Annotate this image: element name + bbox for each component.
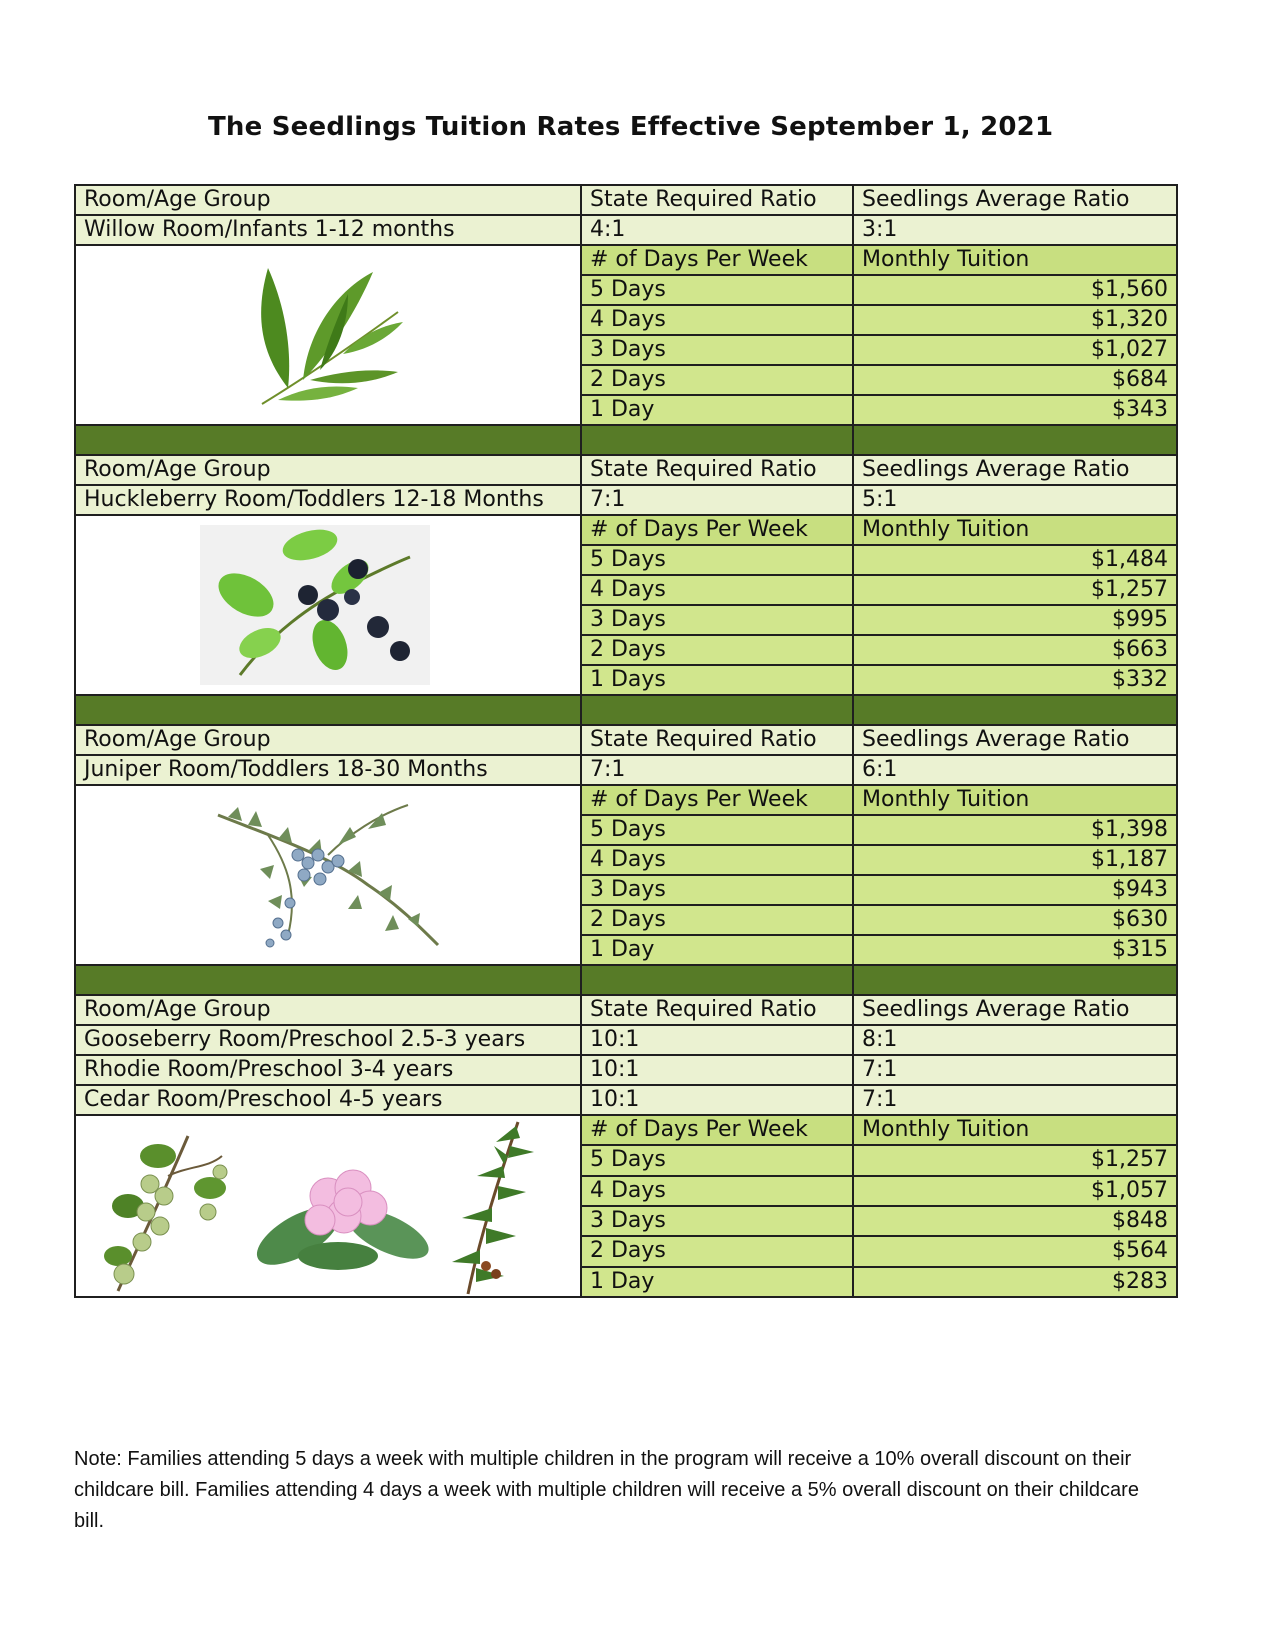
header-row — [75, 725, 1177, 755]
days-per-week-header: # of Days Per Week — [581, 515, 853, 545]
willow-image-cell — [75, 245, 581, 425]
tuition-cell: $848 — [853, 1206, 1177, 1236]
days-cell: 4 Days — [581, 845, 853, 875]
state-ratio: 7:1 — [581, 485, 853, 515]
rates-header-row — [75, 245, 1177, 275]
state-ratio: 10:1 — [581, 1055, 853, 1085]
seedlings-ratio: 7:1 — [853, 1055, 1177, 1085]
room-row — [75, 1085, 1177, 1115]
tuition-cell: $315 — [853, 935, 1177, 965]
gooseberry-icon — [104, 1136, 227, 1291]
section-divider — [75, 965, 1177, 995]
state-ratio: 4:1 — [581, 215, 853, 245]
header-row — [75, 995, 1177, 1025]
room-row — [75, 755, 1177, 785]
days-cell: 2 Days — [581, 365, 853, 395]
days-cell: 1 Day — [581, 935, 853, 965]
state-ratio-header: State Required Ratio — [581, 995, 853, 1025]
seedlings-ratio: 8:1 — [853, 1025, 1177, 1055]
days-cell: 5 Days — [581, 815, 853, 845]
days-cell: 1 Day — [581, 1267, 853, 1297]
days-cell: 3 Days — [581, 875, 853, 905]
state-ratio: 10:1 — [581, 1025, 853, 1055]
days-cell: 4 Days — [581, 305, 853, 335]
days-cell: 1 Days — [581, 665, 853, 695]
tuition-cell: $1,560 — [853, 275, 1177, 305]
days-cell: 1 Day — [581, 395, 853, 425]
days-cell: 4 Days — [581, 1176, 853, 1206]
days-cell: 5 Days — [581, 275, 853, 305]
days-cell: 3 Days — [581, 605, 853, 635]
tuition-cell: $630 — [853, 905, 1177, 935]
seedlings-ratio: 3:1 — [853, 215, 1177, 245]
tuition-cell: $684 — [853, 365, 1177, 395]
juniper-image-cell — [75, 785, 581, 965]
tuition-cell: $1,257 — [853, 575, 1177, 605]
tuition-cell: $995 — [853, 605, 1177, 635]
willow-leaves-icon — [248, 260, 408, 410]
tuition-cell: $343 — [853, 395, 1177, 425]
state-ratio-header: State Required Ratio — [581, 185, 853, 215]
tuition-cell: $1,027 — [853, 335, 1177, 365]
room-row — [75, 215, 1177, 245]
room-name: Gooseberry Room/Preschool 2.5-3 years — [75, 1025, 581, 1055]
seedlings-ratio-header: Seedlings Average Ratio — [853, 185, 1177, 215]
room-name: Cedar Room/Preschool 4-5 years — [75, 1085, 581, 1115]
days-per-week-header: # of Days Per Week — [581, 1115, 853, 1145]
monthly-tuition-header: Monthly Tuition — [853, 1115, 1177, 1145]
huckleberry-image-cell — [75, 515, 581, 695]
rates-header-row — [75, 1115, 1177, 1145]
tuition-cell: $943 — [853, 875, 1177, 905]
days-cell: 5 Days — [581, 1145, 853, 1175]
state-ratio-header: State Required Ratio — [581, 725, 853, 755]
room-row — [75, 1025, 1177, 1055]
seedlings-ratio: 7:1 — [853, 1085, 1177, 1115]
room-name: Huckleberry Room/Toddlers 12-18 Months — [75, 485, 581, 515]
juniper-sprig-icon — [208, 795, 448, 955]
seedlings-ratio: 5:1 — [853, 485, 1177, 515]
section-divider — [75, 695, 1177, 725]
tuition-cell: $663 — [853, 635, 1177, 665]
days-cell: 4 Days — [581, 575, 853, 605]
gooseberry-rhododendron-cedar-icon — [98, 1116, 558, 1296]
room-name: Juniper Room/Toddlers 18-30 Months — [75, 755, 581, 785]
days-cell: 2 Days — [581, 905, 853, 935]
monthly-tuition-header: Monthly Tuition — [853, 515, 1177, 545]
tuition-cell: $1,484 — [853, 545, 1177, 575]
days-cell: 2 Days — [581, 1236, 853, 1266]
days-per-week-header: # of Days Per Week — [581, 785, 853, 815]
room-row — [75, 485, 1177, 515]
days-cell: 3 Days — [581, 1206, 853, 1236]
tuition-cell: $1,398 — [853, 815, 1177, 845]
tuition-table — [74, 184, 1178, 1298]
monthly-tuition-header: Monthly Tuition — [853, 785, 1177, 815]
tuition-cell: $283 — [853, 1267, 1177, 1297]
preschool-image-cell — [75, 1115, 581, 1297]
room-name: Willow Room/Infants 1-12 months — [75, 215, 581, 245]
room-age-group-header: Room/Age Group — [75, 725, 581, 755]
rates-header-row — [75, 515, 1177, 545]
discount-note: Note: Families attending 5 days a week with multiple children in the program will receive a 10% overall discount on their childcare bill. Families attending 4 days a week with multiple children will receive a 5% overall discount on their childcare bill. — [74, 1448, 1139, 1532]
header-row — [75, 455, 1177, 485]
seedlings-ratio: 6:1 — [853, 755, 1177, 785]
tuition-cell: $1,187 — [853, 845, 1177, 875]
state-ratio: 7:1 — [581, 755, 853, 785]
page-title: The Seedlings Tuition Rates Effective September 1, 2021 — [208, 112, 1054, 142]
days-per-week-header: # of Days Per Week — [581, 245, 853, 275]
rates-header-row — [75, 785, 1177, 815]
room-row — [75, 1055, 1177, 1085]
tuition-cell: $1,320 — [853, 305, 1177, 335]
cedar-icon — [452, 1122, 534, 1294]
tuition-cell: $332 — [853, 665, 1177, 695]
seedlings-ratio-header: Seedlings Average Ratio — [853, 725, 1177, 755]
seedlings-ratio-header: Seedlings Average Ratio — [853, 455, 1177, 485]
days-cell: 5 Days — [581, 545, 853, 575]
tuition-cell: $564 — [853, 1236, 1177, 1266]
tuition-cell: $1,057 — [853, 1176, 1177, 1206]
state-ratio-header: State Required Ratio — [581, 455, 853, 485]
rhododendron-icon — [248, 1170, 435, 1276]
state-ratio: 10:1 — [581, 1085, 853, 1115]
room-age-group-header: Room/Age Group — [75, 995, 581, 1025]
room-age-group-header: Room/Age Group — [75, 185, 581, 215]
section-divider — [75, 425, 1177, 455]
days-cell: 3 Days — [581, 335, 853, 365]
header-row — [75, 185, 1177, 215]
tuition-cell: $1,257 — [853, 1145, 1177, 1175]
monthly-tuition-header: Monthly Tuition — [853, 245, 1177, 275]
room-age-group-header: Room/Age Group — [75, 455, 581, 485]
huckleberry-branch-icon — [200, 525, 430, 685]
room-name: Rhodie Room/Preschool 3-4 years — [75, 1055, 581, 1085]
days-cell: 2 Days — [581, 635, 853, 665]
seedlings-ratio-header: Seedlings Average Ratio — [853, 995, 1177, 1025]
